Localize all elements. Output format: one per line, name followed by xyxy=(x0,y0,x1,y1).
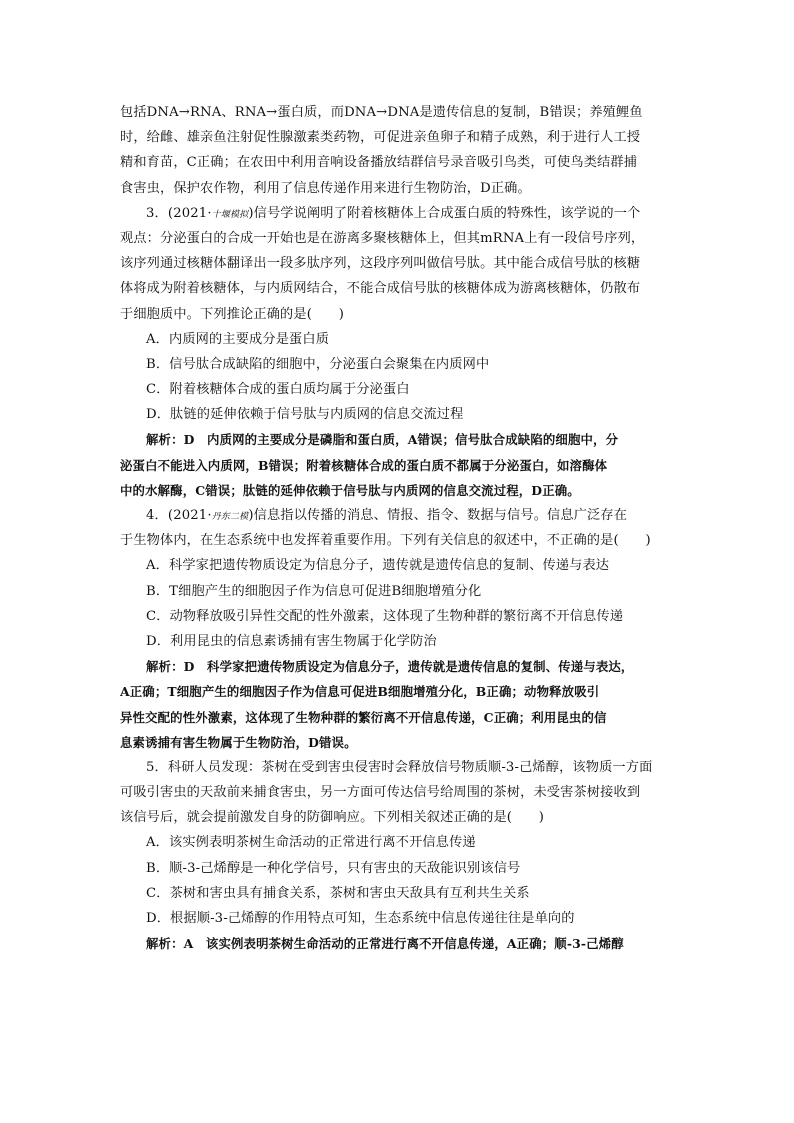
text-line: 于细胞质中。下列推论正确的是( ) xyxy=(120,306,344,322)
option-a: A．内质网的主要成分是蛋白质 xyxy=(146,331,330,347)
text-line: 于生物体内，在生态系统中也发挥着重要作用。下列有关信息的叙述中，不正确的是( ) xyxy=(120,533,651,549)
text-line: 该序列通过核糖体翻译出一段多肽序列，这段序列叫做信号肽。其中能合成信号肽的核糖 xyxy=(120,256,641,272)
explanation-line: 息素诱捕有害生物属于生物防治，D错误。 xyxy=(120,734,357,750)
text-line: 精和育苗，C正确；在农田中利用音响设备播放结群信号录音吸引鸟类，可使鸟类结群捕 xyxy=(120,155,638,171)
text-line: 该信号后，就会提前激发自身的防御响应。下列相关叙述正确的是( ) xyxy=(120,810,545,826)
explanation-line: A正确；T细胞产生的细胞因子作为信息可促进B细胞增殖分化，B正确；动物释放吸引 xyxy=(120,684,600,700)
option-c: C．动物释放吸引异性交配的性外激素，这体现了生物种群的繁衍离不开信息传递 xyxy=(146,608,624,624)
option-b: B．T细胞产生的细胞因子作为信息可促进B细胞增殖分化 xyxy=(146,583,482,599)
option-b: B．顺-3-己烯醇是一种化学信号，只有害虫的天敌能识别该信号 xyxy=(146,860,521,876)
text-line: 时，给雌、雄亲鱼注射促性腺激素类药物，可促进亲鱼卵子和精子成熟，利于进行人工授 xyxy=(120,130,641,146)
explanation-line: 解析：D 内质网的主要成分是磷脂和蛋白质，A错误；信号肽合成缺陷的细胞中，分 xyxy=(146,432,619,448)
option-a: A．科学家把遗传物质设定为信息分子，遗传就是遗传信息的复制、传递与表达 xyxy=(146,558,610,574)
page-content xyxy=(120,100,680,956)
option-d: D．利用昆虫的信息素诱捕有害生物属于化学防治 xyxy=(146,633,437,649)
explanation-line: 解析：D 科学家把遗传物质设定为信息分子，遗传就是遗传信息的复制、传递与表达， xyxy=(146,659,634,675)
text-line: 观点：分泌蛋白的合成一开始也是在游离多聚核糖体上，但其mRNA上有一段信号序列， xyxy=(120,230,645,246)
text-line: 食害虫，保护农作物，利用了信息传递作用来进行生物防治，D正确。 xyxy=(120,180,531,196)
explanation-line: 异性交配的性外激素，这体现了生物种群的繁衍离不开信息传递，C正确；利用昆虫的信 xyxy=(120,709,607,725)
option-c: C．茶树和害虫具有捕食关系，茶树和害虫天敌具有互利共生关系 xyxy=(146,885,530,901)
text-line: 体将成为附着核糖体，与内质网结合，不能合成信号肽的核糖体成为游离核糖体，仍散布 xyxy=(120,281,641,297)
option-d: D．根据顺-3-己烯醇的作用特点可知，生态系统中信息传递往往是单向的 xyxy=(146,911,575,926)
option-b: B．信号肽合成缺陷的细胞中，分泌蛋白会聚集在内质网中 xyxy=(146,356,490,372)
text-line: 可吸引害虫的天敌前来捕食害虫，另一方面可传达信号给周围的茶树，未受害茶树接收到 xyxy=(120,785,641,801)
option-c: C．附着核糖体合成的蛋白质均属于分泌蛋白 xyxy=(146,382,410,398)
question-3-stem: 3．(2021·十堰模拟)信号学说阐明了附着核糖体上合成蛋白质的特殊性，该学说的一个 xyxy=(146,205,641,221)
option-d: D．肽链的延伸依赖于信号肽与内质网的信息交流过程 xyxy=(146,407,464,423)
explanation-line: 中的水解酶，C错误；肽链的延伸依赖于信号肽与内质网的信息交流过程，D正确。 xyxy=(120,482,580,498)
question-4-stem: 4．(2021·丹东二模)信息指以传播的消息、情报、指令、数据与信号。信息广泛存在 xyxy=(146,508,628,523)
question-5-stem: 5．科研人员发现：茶树在受到害虫侵害时会释放信号物质顺-3-己烯醇，该物质一方面 xyxy=(146,759,653,775)
explanation-line: 解析：A 该实例表明茶树生命活动的正常进行离不开信息传递，A正确；顺-3-己烯醇 xyxy=(146,936,624,952)
explanation-line: 泌蛋白不能进入内质网，B错误；附着核糖体合成的蛋白质不都属于分泌蛋白，如溶酶体 xyxy=(120,457,608,473)
question-source: 丹东二模 xyxy=(211,512,249,522)
option-a: A．该实例表明茶树生命活动的正常进行离不开信息传递 xyxy=(146,835,476,851)
question-source: 十堰模拟 xyxy=(211,209,249,220)
text-line: 包括DNA→RNA、RNA→蛋白质，而DNA→DNA是遗传信息的复制，B错误；养殖鲤鱼 xyxy=(120,105,643,120)
